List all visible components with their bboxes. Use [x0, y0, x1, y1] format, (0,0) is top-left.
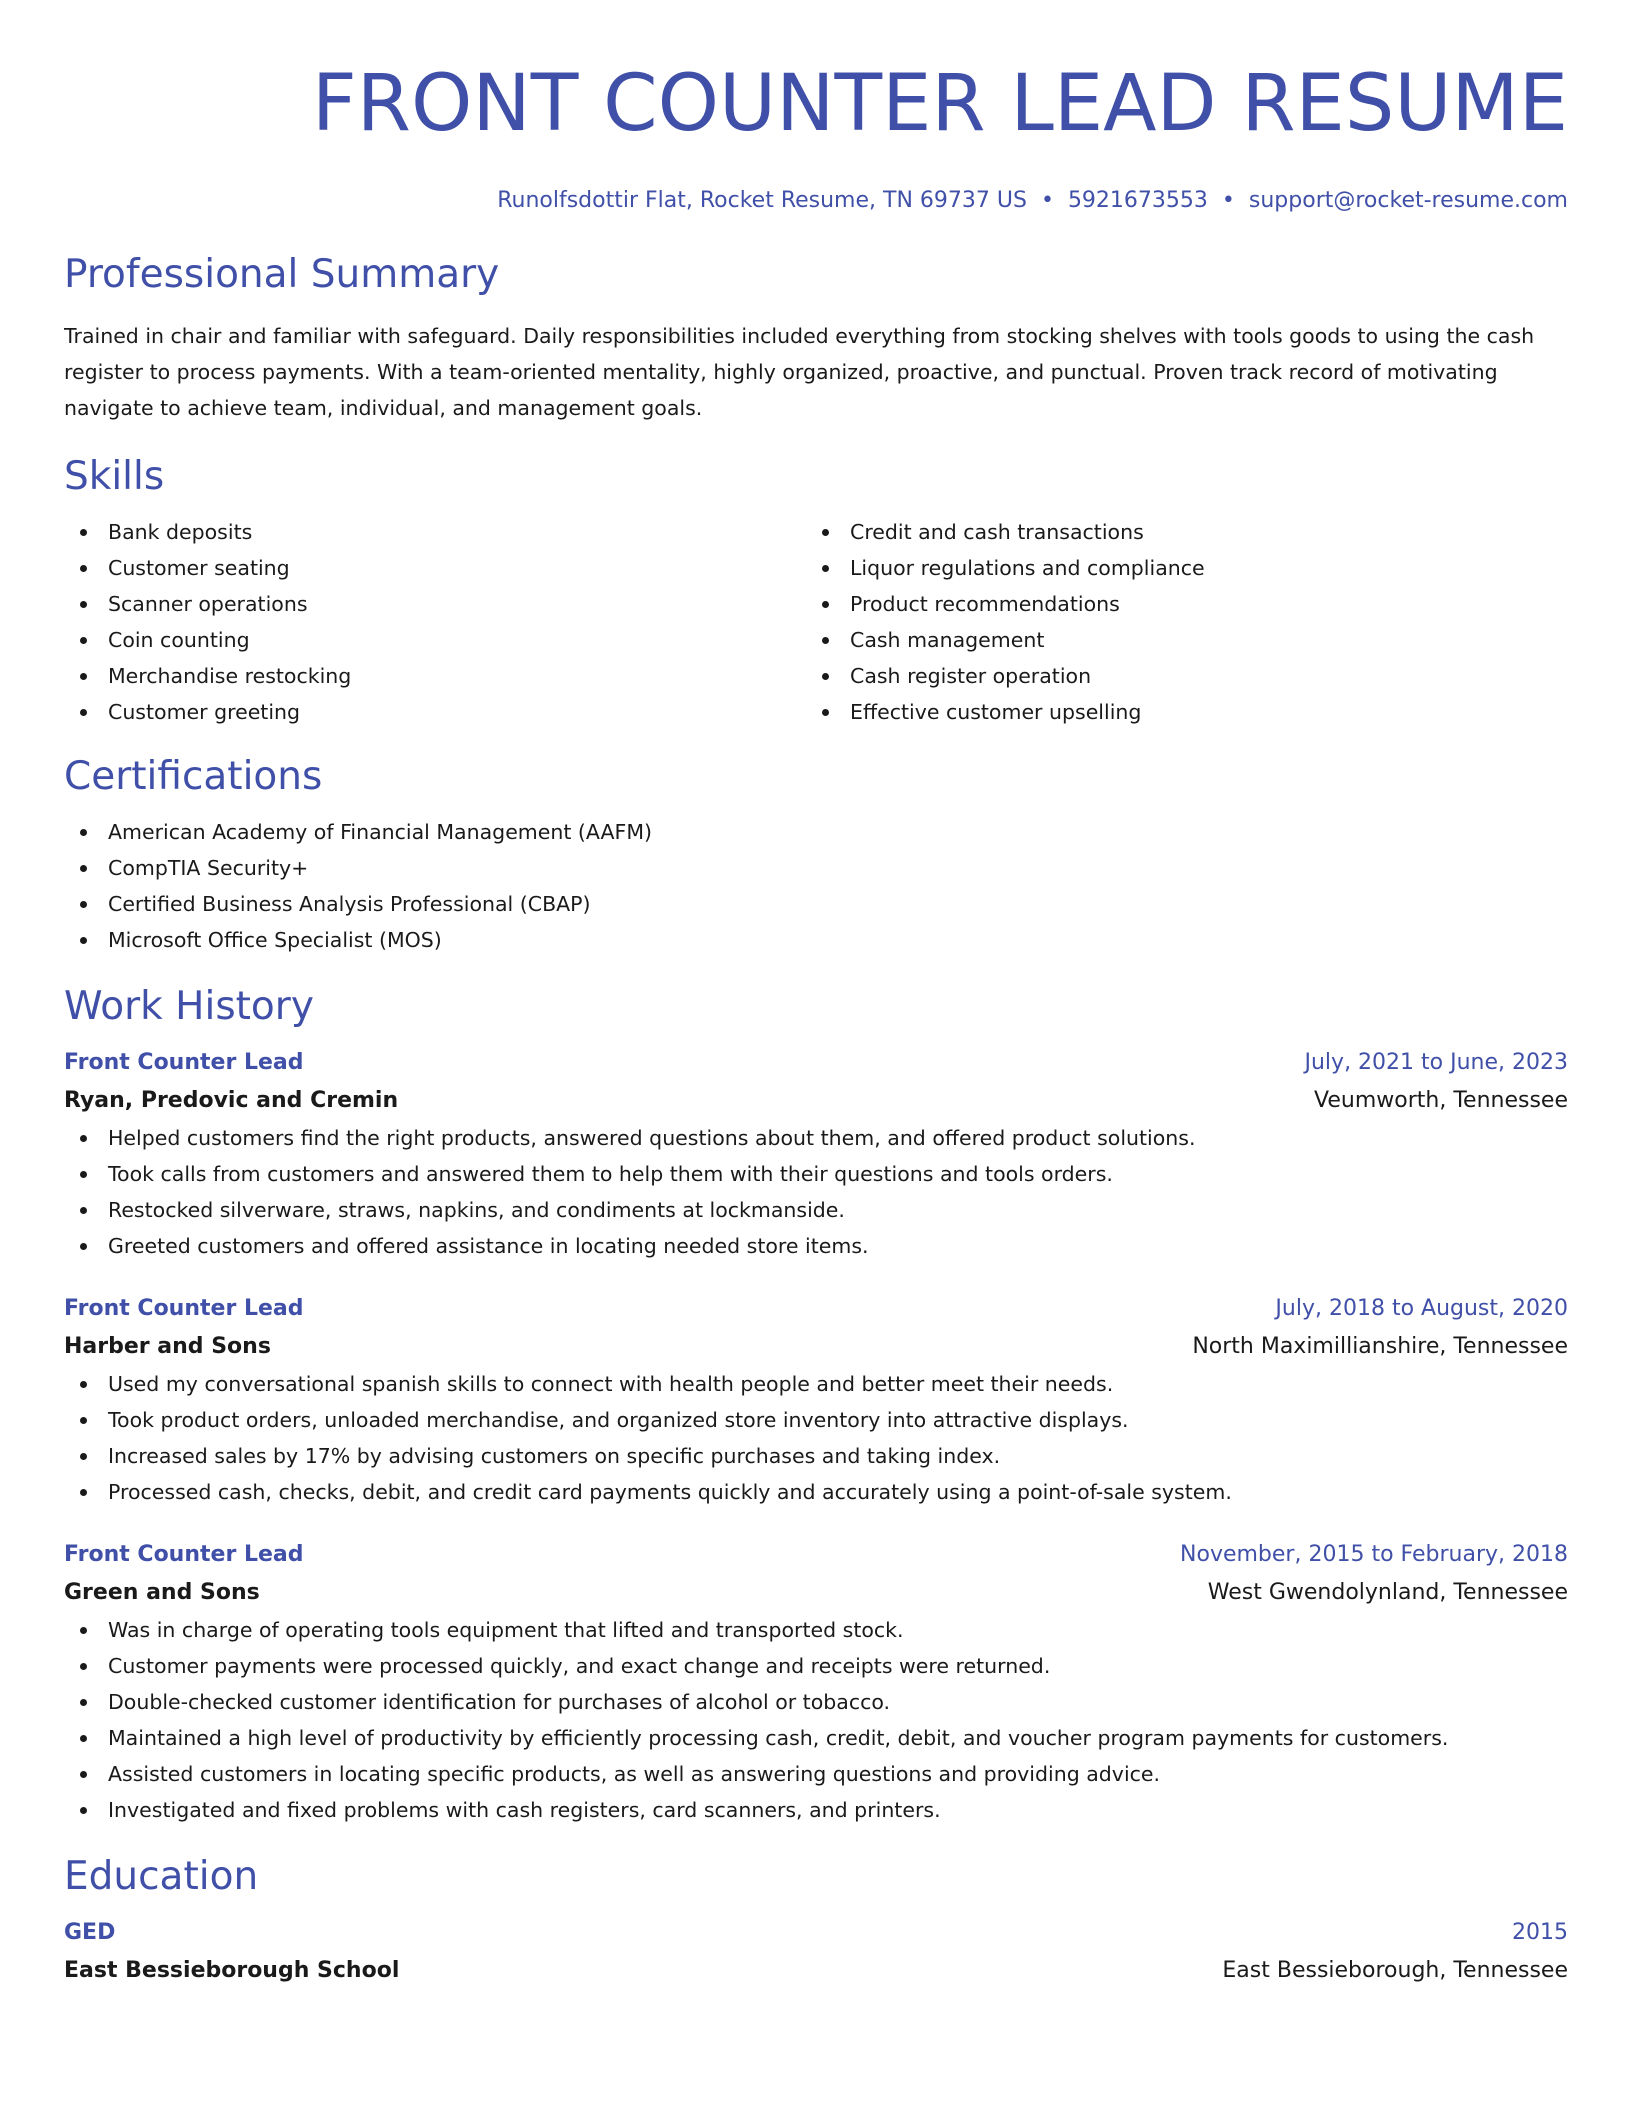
certification-item: CompTIA Security+	[64, 850, 1568, 886]
job-location: North Maximillianshire, Tennessee	[1192, 1334, 1568, 1359]
certifications-heading: Certifications	[64, 754, 323, 799]
skill-item: Credit and cash transactions	[806, 514, 1548, 550]
job-bullet: Was in charge of operating tools equipment that lifted and transported stock.	[64, 1612, 1568, 1648]
skill-item: Product recommendations	[806, 586, 1548, 622]
job-title: Front Counter Lead	[64, 1542, 304, 1567]
job-bullet-list	[64, 1120, 1568, 1264]
job-bullet-list	[64, 1366, 1568, 1510]
education-location: East Bessieborough, Tennessee	[1222, 1958, 1568, 1983]
job-subheader	[64, 1328, 1568, 1366]
contact-phone: 5921673553	[1067, 188, 1208, 213]
education-header	[64, 1914, 1568, 1952]
contact-address: Runolfsdottir Flat, Rocket Resume, TN 69737 US	[497, 188, 1027, 213]
job-title: Front Counter Lead	[64, 1296, 304, 1321]
skills-left-list	[64, 514, 806, 730]
job-company: Green and Sons	[64, 1580, 260, 1605]
skill-item: Coin counting	[64, 622, 806, 658]
job-header	[64, 1044, 1568, 1082]
skill-item: Bank deposits	[64, 514, 806, 550]
job-entry	[64, 1290, 1568, 1510]
job-subheader	[64, 1082, 1568, 1120]
contact-separator: •	[1040, 188, 1054, 213]
skill-item: Cash register operation	[806, 658, 1548, 694]
certification-item: American Academy of Financial Management (AAFM)	[64, 814, 1568, 850]
job-bullet: Increased sales by 17% by advising customers on specific purchases and taking index.	[64, 1438, 1568, 1474]
skills-right-list	[806, 514, 1548, 730]
job-dates: November, 2015 to February, 2018	[1180, 1542, 1568, 1567]
job-bullet: Took product orders, unloaded merchandise, and organized store inventory into attractive displays.	[64, 1402, 1568, 1438]
job-header	[64, 1290, 1568, 1328]
education-section	[64, 1852, 1568, 1990]
job-bullet: Took calls from customers and answered them to help them with their questions and tools orders.	[64, 1156, 1568, 1192]
work-history-heading: Work History	[64, 984, 314, 1029]
summary-heading: Professional Summary	[64, 252, 500, 297]
skills-columns	[64, 514, 1568, 730]
job-bullet: Investigated and fixed problems with cash registers, card scanners, and printers.	[64, 1792, 1568, 1828]
education-school: East Bessieborough School	[64, 1958, 400, 1983]
job-subheader	[64, 1574, 1568, 1612]
job-bullet: Processed cash, checks, debit, and credit card payments quickly and accurately using a point-of-sale system.	[64, 1474, 1568, 1510]
summary-text: Trained in chair and familiar with safeguard. Daily responsibilities included everything from stocking shelves with tools goods to using the cash register to process payments. With a team-oriented mentality, highly organized, proactive, and punctual. Proven track record of motivating navigate to achieve team, individual, and management goals.	[64, 324, 1535, 420]
job-bullet-list	[64, 1612, 1568, 1828]
certification-item: Certified Business Analysis Professional (CBAP)	[64, 886, 1568, 922]
education-degree: GED	[64, 1920, 116, 1945]
job-bullet: Assisted customers in locating specific products, as well as answering questions and providing advice.	[64, 1756, 1568, 1792]
job-entry	[64, 1536, 1568, 1828]
certifications-list	[64, 814, 1568, 958]
job-entry	[64, 1044, 1568, 1264]
job-bullet: Greeted customers and offered assistance in locating needed store items.	[64, 1228, 1568, 1264]
job-header	[64, 1536, 1568, 1574]
education-year: 2015	[1512, 1920, 1568, 1945]
skill-item: Effective customer upselling	[806, 694, 1548, 730]
education-subheader	[64, 1952, 1568, 1990]
job-dates: July, 2021 to June, 2023	[1304, 1050, 1568, 1075]
education-heading: Education	[64, 1854, 259, 1899]
skill-item: Scanner operations	[64, 586, 806, 622]
education-entry	[64, 1914, 1568, 1990]
job-bullet: Used my conversational spanish skills to connect with health people and better meet their needs.	[64, 1366, 1568, 1402]
skill-item: Customer seating	[64, 550, 806, 586]
summary-section	[64, 250, 1568, 426]
skill-item: Liquor regulations and compliance	[806, 550, 1548, 586]
job-bullet: Maintained a high level of productivity by efficiently processing cash, credit, debit, and voucher program payments for customers.	[64, 1720, 1568, 1756]
job-bullet: Customer payments were processed quickly, and exact change and receipts were returned.	[64, 1648, 1568, 1684]
skills-section	[64, 452, 1568, 730]
certification-item: Microsoft Office Specialist (MOS)	[64, 922, 1568, 958]
skill-item: Customer greeting	[64, 694, 806, 730]
job-dates: July, 2018 to August, 2020	[1275, 1296, 1568, 1321]
skill-item: Cash management	[806, 622, 1548, 658]
work-history-section	[64, 982, 1568, 1828]
skill-item: Merchandise restocking	[64, 658, 806, 694]
certifications-section	[64, 752, 1568, 958]
job-location: Veumworth, Tennessee	[1314, 1088, 1568, 1113]
job-location: West Gwendolynland, Tennessee	[1207, 1580, 1568, 1605]
job-company: Ryan, Predovic and Cremin	[64, 1088, 399, 1113]
resume-title: FRONT COUNTER LEAD RESUME	[311, 59, 1568, 149]
job-bullet: Helped customers find the right products, answered questions about them, and offered product solutions.	[64, 1120, 1568, 1156]
resume-page	[64, 0, 1568, 2112]
job-title: Front Counter Lead	[64, 1050, 304, 1075]
job-company: Harber and Sons	[64, 1334, 271, 1359]
contact-separator: •	[1221, 188, 1235, 213]
skills-heading: Skills	[64, 454, 165, 499]
contact-email[interactable]: support@rocket-resume.com	[1248, 188, 1568, 213]
job-bullet: Double-checked customer identification for purchases of alcohol or tobacco.	[64, 1684, 1568, 1720]
contact-line	[64, 186, 1568, 216]
job-bullet: Restocked silverware, straws, napkins, and condiments at lockmanside.	[64, 1192, 1568, 1228]
